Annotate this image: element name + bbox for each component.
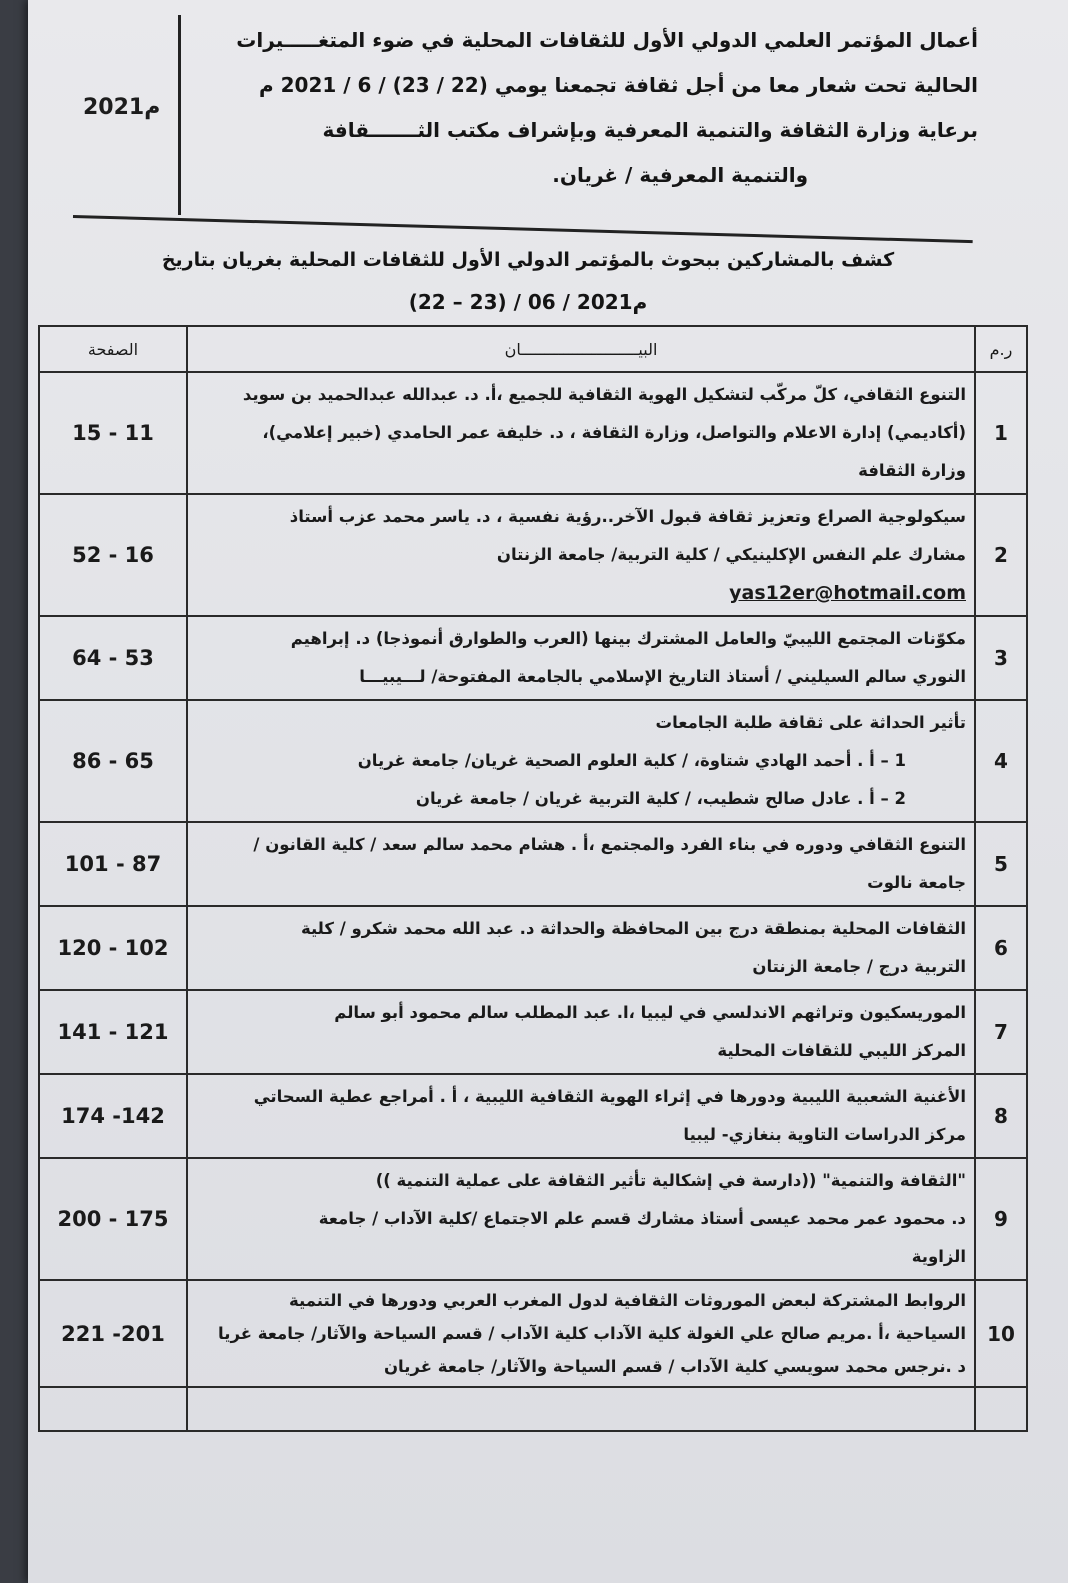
desc-line: د .نرجس محمد سويسي كلية الآداب / قسم السياحة والآثار/ جامعة غريان xyxy=(383,1357,966,1376)
row-description xyxy=(187,1387,975,1431)
row-description xyxy=(187,906,975,990)
desc-line: التربية درج / جامعة الزنتان xyxy=(752,957,966,976)
column-header-pages: الصفحة xyxy=(39,326,187,372)
row-pages: 86 - 65 xyxy=(39,700,187,822)
page-header xyxy=(28,0,1068,235)
table-row xyxy=(39,1280,1027,1387)
row-pages: 174 -142 xyxy=(39,1074,187,1158)
desc-line: تأثير الحداثة على ثقافة طلبة الجامعات xyxy=(655,713,966,732)
header-year: 2021م xyxy=(83,95,161,120)
desc-line: مركز الدراسات التاوية بنغازي- ليبيا xyxy=(683,1125,966,1144)
participants-table xyxy=(38,325,1028,1432)
desc-line: التنوع الثقافي، كلّ مركّب لتشكيل الهوية الثقافية للجميع ،أ. د. عبدالله عبدالحميد بن سويد xyxy=(242,385,966,404)
table-row xyxy=(39,990,1027,1074)
desc-line: المركز الليبي للثقافات المحلية xyxy=(717,1041,966,1060)
table-row xyxy=(39,700,1027,822)
row-number: 1 xyxy=(975,372,1027,494)
row-pages: 120 - 102 xyxy=(39,906,187,990)
row-pages: 200 - 175 xyxy=(39,1158,187,1280)
row-pages: 52 - 16 xyxy=(39,494,187,616)
row-description xyxy=(187,1158,975,1280)
table-row xyxy=(39,1074,1027,1158)
row-number: 8 xyxy=(975,1074,1027,1158)
row-pages xyxy=(39,1387,187,1431)
desc-line: وزارة الثقافة xyxy=(858,461,966,480)
header-line: أعمال المؤتمر العلمي الدولي الأول للثقافات المحلية في ضوء المتغـــــيرات xyxy=(236,28,978,52)
document-page xyxy=(28,0,1068,1583)
table-row xyxy=(39,494,1027,616)
table-row xyxy=(39,616,1027,700)
header-line: برعاية وزارة الثقافة والتنمية المعرفية وبإشراف مكتب الثـــــــقافة xyxy=(322,118,978,142)
header-line: والتنمية المعرفية / غريان. xyxy=(552,163,808,187)
desc-line: (أكاديمي) إدارة الاعلام والتواصل، وزارة الثقافة ، د. خليفة عمر الحامدي (خبير إعلامي)، xyxy=(262,423,966,442)
table-row xyxy=(39,1158,1027,1280)
desc-line: النوري سالم السيليني / أستاذ التاريخ الإسلامي بالجامعة المفتوحة/ لـــيبيـــا xyxy=(359,667,966,686)
desc-line: الأغنية الشعبية الليبية ودورها في إثراء الهوية الثقافية الليبية ، أ . أمراجع عطية السحاتي xyxy=(253,1087,966,1106)
table-row xyxy=(39,906,1027,990)
row-number: 10 xyxy=(975,1280,1027,1387)
desc-line: سيكولوجية الصراع وتعزيز ثقافة قبول الآخر..رؤية نفسية ، د. ياسر محمد عزب أستاذ xyxy=(289,507,966,526)
row-number: 3 xyxy=(975,616,1027,700)
document-title: كشف بالمشاركين ببحوث بالمؤتمر الدولي الأول للثقافات المحلية بغريان بتاريخ xyxy=(161,249,895,271)
header-rule xyxy=(73,215,973,243)
row-number: 6 xyxy=(975,906,1027,990)
desc-line: د. محمود عمر محمد عيسى أستاذ مشارك قسم علم الاجتماع /كلية الآداب / جامعة xyxy=(318,1209,966,1228)
table-row xyxy=(39,822,1027,906)
column-header-num: ر.م xyxy=(975,326,1027,372)
row-description xyxy=(187,1280,975,1387)
desc-line: الثقافات المحلية بمنطقة درج بين المحافظة والحداثة د. عبد الله محمد شكرو / كلية xyxy=(300,919,966,938)
header-divider xyxy=(178,15,181,215)
desc-line: التنوع الثقافي ودوره في بناء الفرد والمجتمع ،أ . هشام محمد سالم سعد / كلية القانون / xyxy=(253,835,966,854)
row-description xyxy=(187,700,975,822)
row-pages: 101 - 87 xyxy=(39,822,187,906)
row-description xyxy=(187,1074,975,1158)
table-row xyxy=(39,372,1027,494)
desc-line: مشارك علم النفس الإكلينيكي / كلية التربية/ جامعة الزنتان xyxy=(496,545,966,564)
row-description xyxy=(187,616,975,700)
desc-line: الزاوية xyxy=(911,1247,966,1266)
desc-line: 1 – أ . أحمد الهادي شتاوة، / كلية العلوم الصحية غريان/ جامعة غريان xyxy=(357,751,906,770)
desc-line: الروابط المشتركة لبعض الموروثات الثقافية لدول المغرب العربي ودورها في التنمية xyxy=(288,1291,966,1310)
row-pages: 141 - 121 xyxy=(39,990,187,1074)
header-text xyxy=(198,18,978,198)
row-description xyxy=(187,822,975,906)
row-number xyxy=(975,1387,1027,1431)
row-pages: 15 - 11 xyxy=(39,372,187,494)
row-number: 7 xyxy=(975,990,1027,1074)
desc-line: "الثقافة والتنمية" ((دارسة في إشكالية تأثير الثقافة على عملية التنمية )) xyxy=(375,1171,966,1190)
desc-line: السياحية ،أ .مريم صالح علي الغولة كلية الآداب كلية الآداب / قسم السياحة والآثار/ جامعة غريا xyxy=(218,1324,966,1343)
row-pages: 64 - 53 xyxy=(39,616,187,700)
desc-line: الموريسكيون وتراثهم الاندلسي في ليبيا ،ا. عبد المطلب سالم محمود أبو سالم xyxy=(334,1003,966,1022)
row-number: 2 xyxy=(975,494,1027,616)
row-description xyxy=(187,372,975,494)
row-number: 5 xyxy=(975,822,1027,906)
desc-line: جامعة نالوت xyxy=(867,873,966,892)
email-link[interactable]: yas12er@hotmail.com xyxy=(729,582,966,604)
column-header-desc: البيـــــــــــــــــــــــــان xyxy=(187,326,975,372)
row-description xyxy=(187,990,975,1074)
row-number: 4 xyxy=(975,700,1027,822)
table-header-row xyxy=(39,326,1027,372)
row-number: 9 xyxy=(975,1158,1027,1280)
desc-line: مكوّنات المجتمع الليبيّ والعامل المشترك بينها (العرب والطوارق أنموذجا) د. إبراهيم xyxy=(290,629,966,648)
document-date: (22 – 23) / 06 / 2021م xyxy=(408,290,648,314)
desc-line: 2 – أ . عادل صالح شطيب، / كلية التربية غريان / جامعة غريان xyxy=(415,789,906,808)
header-line: الحالية تحت شعار معا من أجل ثقافة تجمعنا يومي (22 / 23) / 6 / 2021 م xyxy=(258,73,978,97)
table-row-empty xyxy=(39,1387,1027,1431)
row-description xyxy=(187,494,975,616)
row-pages: 221 -201 xyxy=(39,1280,187,1387)
